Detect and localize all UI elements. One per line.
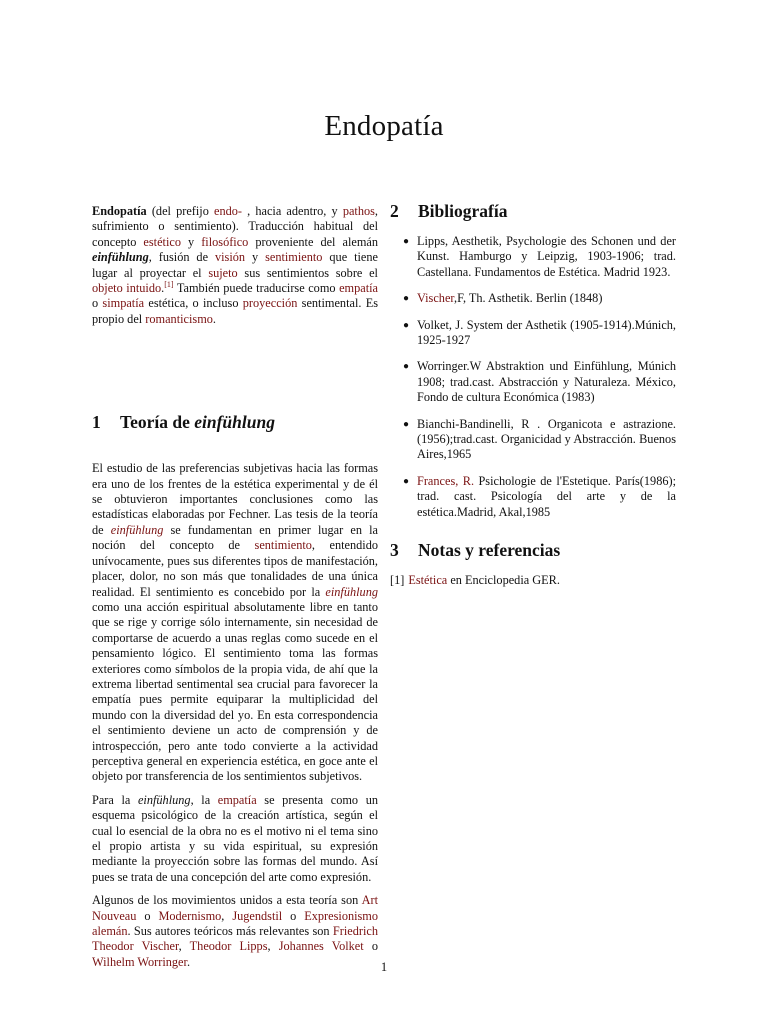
bibliography-item: [403, 473, 677, 520]
page-title: Endopatía: [324, 110, 444, 142]
text: o: [282, 908, 305, 923]
link-jugendstil[interactable]: Jugendstil: [232, 908, 283, 923]
text: Volket, J. System der Asthetik (1905-1914).Múnich, 1925-1927: [417, 317, 676, 348]
link-estetico[interactable]: estético: [143, 234, 181, 249]
text: .: [186, 954, 191, 969]
intro-paragraph: [92, 204, 378, 327]
bullet-icon: ●: [403, 293, 410, 305]
intro-term: Endopatía: [92, 204, 147, 218]
text: que tiene lugar al proyectar el: [92, 250, 378, 280]
section-heading-notas: [390, 539, 676, 561]
text: .: [161, 281, 165, 296]
text: , sufrimiento o sentimiento). Traducción habitual del concepto: [92, 204, 378, 249]
bibliography-item: [403, 291, 676, 306]
text: , entendido unívocamente, pues sus diferentes tipos de manifestación, placer, dolor, no son más que tonalidades de una única realidad. El sentimiento es concebido por la: [92, 538, 378, 599]
text: Lipps, Aesthetik, Psychologie des Schonen und der Kunst. Hamburgo y Leipzig, 1903-1906; trad. Castellana. Fundamentos de Estética. Madrid 1923.: [417, 234, 676, 279]
link-art-nouveau[interactable]: Art Nouveau: [92, 893, 378, 923]
section-title: Bibliografía: [418, 201, 508, 221]
section-number: 2: [390, 201, 399, 221]
text: se fundamentan en primer lugar en la noción del concepto de: [92, 522, 378, 553]
link-sentimiento[interactable]: sentimiento: [265, 250, 323, 265]
text: proveniente del alemán: [248, 234, 379, 249]
link-vischer[interactable]: Friedrich Theodor Vischer: [92, 924, 378, 954]
bibliography-item: [403, 234, 676, 280]
text: ,: [267, 939, 279, 954]
text: ,: [221, 908, 233, 923]
text: ,: [178, 939, 190, 954]
text: ,F, Th. Asthetik. Berlin (1848): [454, 291, 603, 306]
body-paragraph: [92, 793, 378, 885]
page-number: 1: [380, 960, 388, 974]
footnote-ref-1[interactable]: [1]: [164, 279, 174, 289]
link-vision[interactable]: visión: [214, 250, 246, 265]
section-number: 1: [92, 412, 101, 433]
text: o: [92, 296, 103, 311]
section-number: 3: [390, 540, 399, 561]
right-column: [390, 200, 676, 589]
section-title: Teoría de: [120, 412, 195, 433]
link-text: einfühlung: [325, 584, 378, 599]
text: y: [180, 234, 202, 249]
section-title-em: einfühlung: [194, 412, 275, 433]
text: Para la: [92, 792, 138, 807]
link-filosofico[interactable]: filosófico: [201, 234, 249, 249]
reference-label: [1]: [390, 573, 405, 588]
link-proyeccion[interactable]: proyección: [242, 296, 298, 311]
text: sentimental. Es propio del: [92, 296, 378, 326]
link-estetica[interactable]: Estética: [408, 573, 448, 588]
section-heading-teoria: [92, 411, 378, 433]
bibliography-item: [403, 317, 676, 349]
body-paragraph: [92, 461, 378, 785]
text: Psichologie de l'Estetique. París(1986); trad. cast. Psicología del arte y de la estética.Madrid, Akal,1985: [417, 473, 677, 519]
term-einfuhlung: einfühlung: [137, 792, 191, 807]
link-expresionismo-aleman[interactable]: Expresionismo alemán: [92, 908, 379, 939]
bullet-icon: ●: [403, 361, 410, 373]
link-einfuhlung[interactable]: [111, 523, 164, 537]
text: como una acción espiritual absolutamente libre en tanto que se rige y corrige sólo internamente, sin necesidad de comportarse de acuerdo a unas reglas como sucede en el pensamiento lógico. El sentimiento toma las formas exteriores como símbolos de la propia vida, de ahí que la extrema libertad sentimental sea crucial para favorecer la empatía pues permite equiparar la multiplicidad del mundo con la diversidad del yo. En esta correspondencia el sentimiento deviene un acto de comprensión y de introspección, pero ante todo convierte a la actividad perceptiva general en experiencia estética, en goce ante el objeto por transferencia de los sentimientos subjetivos.: [92, 599, 378, 784]
bullet-icon: ●: [403, 236, 410, 247]
text: y: [245, 250, 266, 265]
text: , la: [190, 792, 218, 807]
link-empatia[interactable]: empatía: [339, 281, 379, 296]
link-worringer[interactable]: Wilhelm Worringer: [92, 954, 187, 969]
text: También puede traducirse como: [173, 281, 340, 296]
text: en Enciclopedia GER.: [447, 573, 560, 588]
text: sus sentimientos sobre el: [237, 265, 378, 280]
bullet-icon: ●: [403, 418, 410, 430]
link-objeto-intuido[interactable]: objeto intuido: [92, 281, 162, 296]
text: estética, o incluso: [144, 296, 243, 311]
bibliography-item: [403, 359, 676, 405]
link-frances[interactable]: Frances, R.: [417, 473, 475, 488]
link-simpatia[interactable]: simpatía: [102, 296, 145, 311]
link-lipps[interactable]: Theodor Lipps: [189, 939, 268, 954]
link-romanticismo[interactable]: romanticismo: [145, 311, 213, 326]
term-einfuhlung: einfühlung: [92, 250, 149, 265]
text: Bianchi-Bandinelli, R . Organicota e astrazione. (1956);trad.cast. Organicidad y Abstracción. Buenos Aires,1965: [417, 416, 676, 462]
references-list: [390, 573, 676, 588]
link-text: einfühlung: [110, 522, 164, 537]
link-modernismo[interactable]: Modernismo: [158, 908, 222, 923]
bullet-icon: ●: [403, 475, 410, 487]
text: . Sus autores teóricos más relevantes son: [127, 924, 333, 939]
text: o: [363, 939, 378, 954]
section-title: Notas y referencias: [418, 540, 561, 561]
text: .: [212, 311, 216, 326]
reference-item: [390, 573, 676, 588]
text: (del prefijo: [146, 204, 214, 218]
text: se presenta como un esquema psicológico de la creación artística, según el cual lo esencial de la obra no es el motivo ni el tema sino el propio artista y su vida espiritual, su expresión mediante la proyección sobre las formas del mundo. Así pues se trata de una concepción del arte como expresión.: [92, 792, 378, 884]
body-paragraph: [92, 893, 378, 970]
bibliography-list: [390, 234, 676, 520]
text: , fusión de: [148, 250, 215, 265]
text: Worringer.W Abstraktion und Einfühlung, Múnich 1908; trad.cast. Abstracción y Naturaleza. México, Fondo de cultura Económica (1983): [417, 359, 676, 405]
link-sentimiento[interactable]: sentimiento: [254, 538, 312, 553]
text: Algunos de los movimientos unidos a esta teoría son: [92, 893, 362, 908]
text: , hacia adentro, y: [242, 204, 343, 218]
link-sujeto[interactable]: sujeto: [208, 265, 238, 280]
link-pathos[interactable]: pathos: [342, 204, 375, 218]
link-empatia[interactable]: empatía: [217, 792, 257, 807]
reference-content: [408, 573, 560, 588]
left-column: [92, 204, 378, 978]
section-heading-bibliografia: [390, 200, 676, 222]
text: o: [136, 908, 159, 923]
bullet-icon: ●: [403, 319, 410, 331]
link-vischer[interactable]: Vischer: [417, 291, 455, 306]
bibliography-item: [403, 416, 676, 463]
link-einfuhlung[interactable]: [325, 585, 378, 599]
text: El estudio de las preferencias subjetivas hacia las formas era uno de los frentes de la estética experimental y de él se obtuvieron importantes conclusiones como las estadísticas elaboradas por Fechner. Las tesis de la teoría de: [92, 461, 378, 537]
link-endo[interactable]: endo-: [214, 204, 242, 218]
link-volket[interactable]: Johannes Volket: [278, 939, 364, 954]
